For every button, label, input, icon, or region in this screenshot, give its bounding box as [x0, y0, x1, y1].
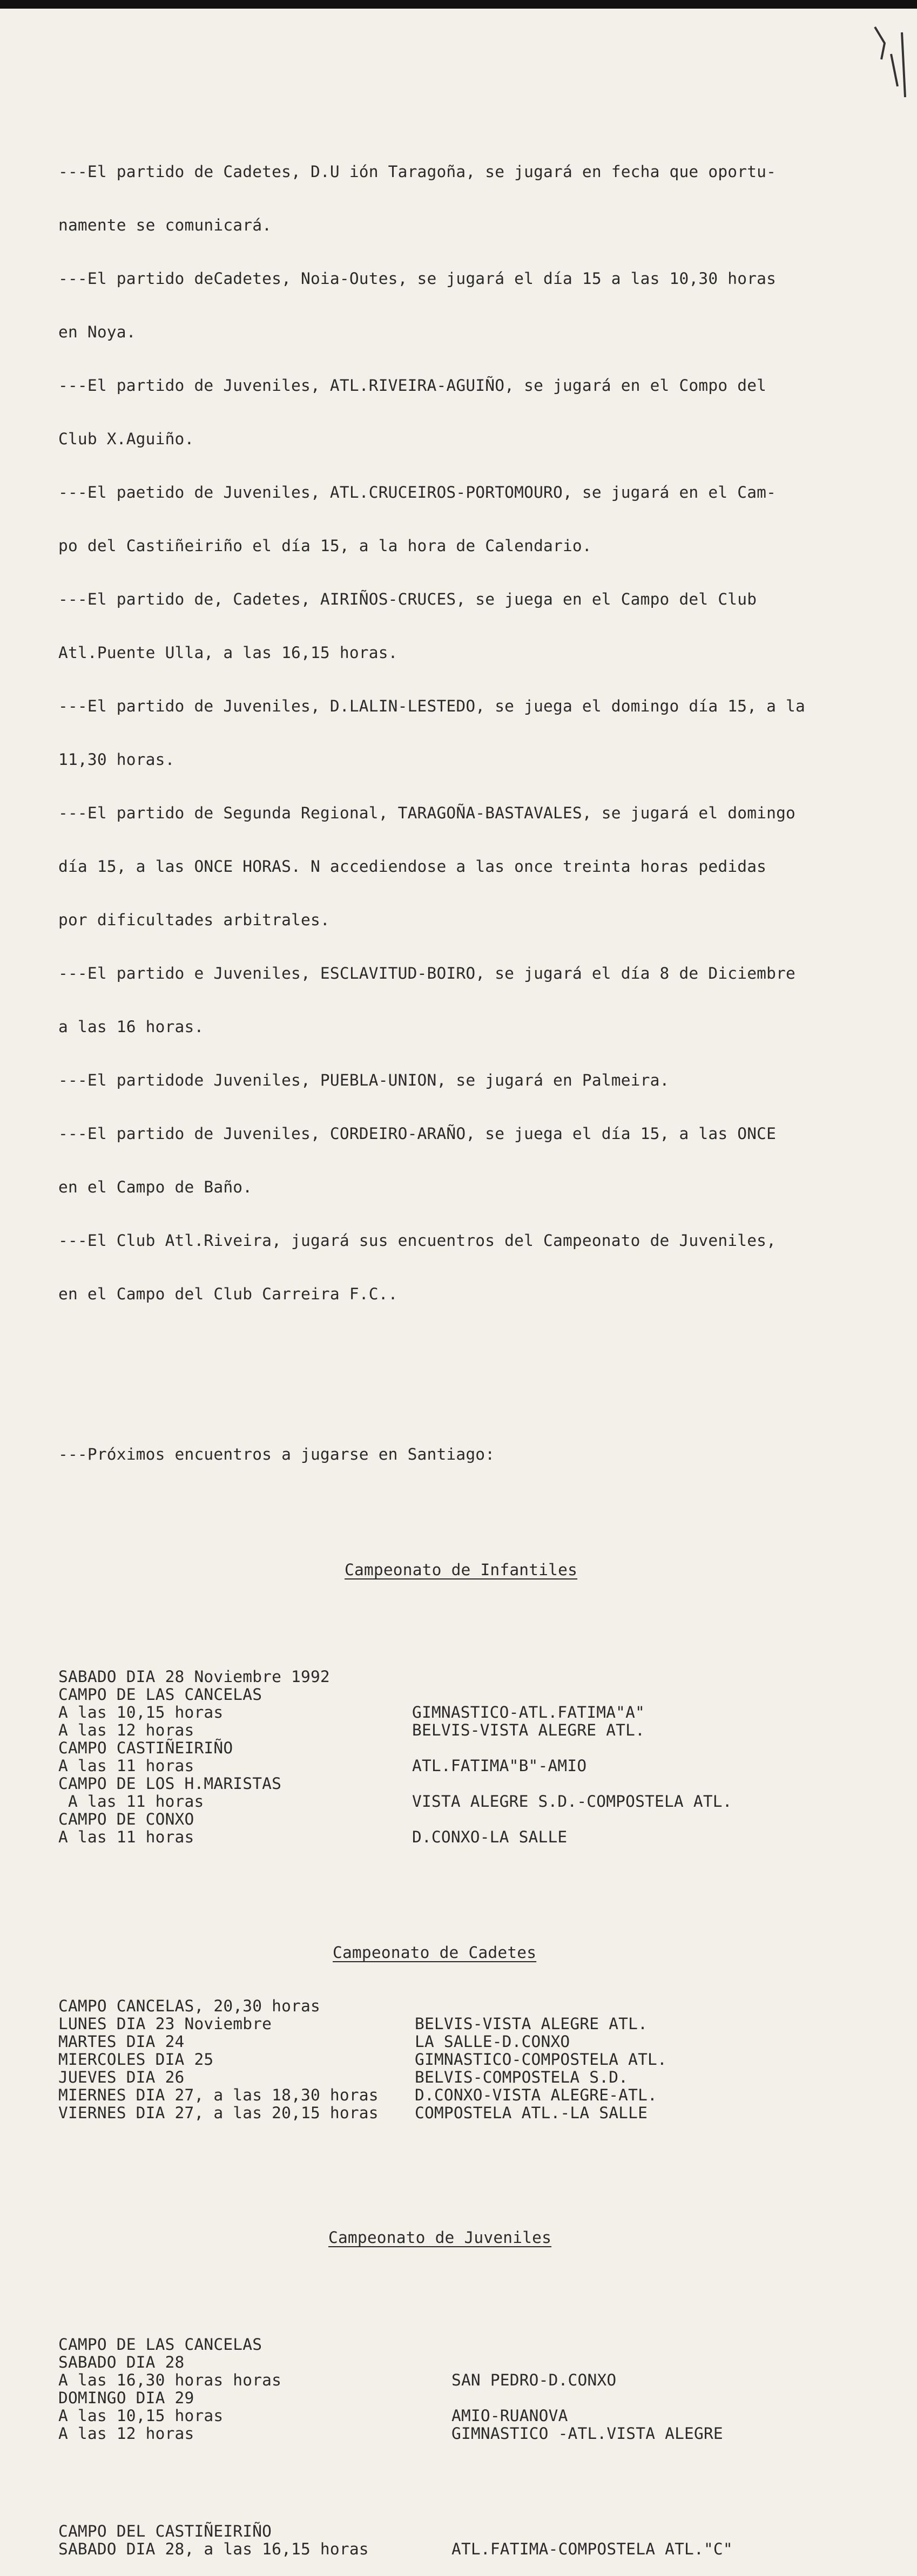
- schedule-time-place: SABADO DIA 28 Noviembre 1992: [58, 1667, 330, 1686]
- schedule-row: [58, 1793, 912, 1811]
- notice-line: namente se comunicará.: [58, 216, 272, 234]
- schedule-match: SAN PEDRO-D.CONXO: [451, 2371, 617, 2389]
- schedule-row: [58, 2523, 912, 2540]
- juveniles-heading: Campeonato de Juveniles: [328, 2228, 552, 2247]
- schedule-time-place: CAMPO CASTIÑEIRIÑO: [58, 1739, 233, 1757]
- schedule-match: GIMNASTICO -ATL.VISTA ALEGRE: [451, 2424, 723, 2443]
- schedule-row: [58, 2389, 912, 2407]
- scan-top-edge: [0, 0, 917, 9]
- schedule-row: [58, 1997, 912, 2015]
- notice-line: en el Campo del Club Carreira F.C..: [58, 1285, 398, 1303]
- schedule-match: D.CONXO-VISTA ALEGRE-ATL.: [415, 2086, 658, 2104]
- schedule-match: COMPOSTELA ATL.-LA SALLE: [415, 2104, 648, 2122]
- notice-line: ---El partido de Juveniles, D.LALIN-LESTEDO, se juega el domingo día 15, a la: [58, 697, 805, 715]
- typed-document: [58, 92, 912, 2576]
- schedule-row: [58, 1704, 912, 1721]
- schedule-row: [58, 2371, 912, 2389]
- upcoming-intro: ---Próximos encuentros a jugarse en Santiago:: [58, 1445, 495, 1463]
- schedule-row: [58, 2069, 912, 2086]
- notice-line: Atl.Puente Ulla, a las 16,15 horas.: [58, 643, 398, 662]
- schedule-time-place: A las 11 horas: [58, 1792, 204, 1811]
- schedule-time-place: CAMPO DE LAS CANCELAS: [58, 1685, 262, 1704]
- schedule-match: GIMNASTICO-ATL.FATIMA"A": [412, 1703, 645, 1721]
- schedule-time-place: VIERNES DIA 27, a las 20,15 horas: [58, 2104, 379, 2122]
- infantiles-schedule: [58, 1668, 912, 1846]
- schedule-time-place: A las 11 horas: [58, 1757, 194, 1775]
- schedule-row: [58, 2540, 912, 2558]
- schedule-time-place: A las 16,30 horas horas: [58, 2371, 282, 2389]
- notice-line: ---El partido de, Cadetes, AIRIÑOS-CRUCES, se juega en el Campo del Club: [58, 590, 757, 608]
- notice-line: ---El partido de Juveniles, CORDEIRO-ARAÑO, se juega el día 15, a las ONCE: [58, 1124, 777, 1143]
- schedule-time-place: JUEVES DIA 26: [58, 2068, 185, 2086]
- schedule-row: [58, 1739, 912, 1757]
- schedule-time-place: MARTES DIA 24: [58, 2032, 185, 2051]
- schedule-match: BELVIS-VISTA ALEGRE ATL.: [412, 1721, 645, 1739]
- schedule-match: ATL.FATIMA"B"-AMIO: [412, 1757, 587, 1775]
- schedule-row: [58, 2033, 912, 2051]
- notice-line: ---El Club Atl.Riveira, jugará sus encuentros del Campeonato de Juveniles,: [58, 1231, 777, 1250]
- schedule-row: [58, 1757, 912, 1775]
- schedule-time-place: A las 11 horas: [58, 1828, 194, 1846]
- schedule-match: VISTA ALEGRE S.D.-COMPOSTELA ATL.: [412, 1792, 732, 1811]
- schedule-time-place: A las 12 horas: [58, 2424, 194, 2443]
- schedule-match: LA SALLE-D.CONXO: [415, 2032, 570, 2051]
- notice-line: Club X.Aguiño.: [58, 430, 194, 448]
- notice-line: ---El paetido de Juveniles, ATL.CRUCEIROS-PORTOMOURO, se jugará en el Cam-: [58, 483, 777, 501]
- schedule-time-place: CAMPO DEL CASTIÑEIRIÑO: [58, 2522, 272, 2540]
- schedule-time-place: CAMPO CANCELAS, 20,30 horas: [58, 1997, 320, 2015]
- schedule-time-place: A las 10,15 horas: [58, 1703, 224, 1721]
- schedule-time-place: CAMPO DE LOS H.MARISTAS: [58, 1774, 282, 1793]
- schedule-time-place: A las 10,15 horas: [58, 2406, 224, 2425]
- schedule-time-place: CAMPO DE CONXO: [58, 1810, 194, 1828]
- schedule-row: [58, 1811, 912, 1828]
- schedule-time-place: SABADO DIA 28, a las 16,15 horas: [58, 2540, 369, 2558]
- schedule-row: [58, 2336, 912, 2354]
- schedule-row: [58, 2051, 912, 2069]
- schedule-time-place: MIERCOLES DIA 25: [58, 2050, 214, 2069]
- schedule-match: BELVIS-COMPOSTELA S.D.: [415, 2068, 629, 2086]
- schedule-row: [58, 2407, 912, 2425]
- schedule-row: [58, 2086, 912, 2104]
- notice-line: día 15, a las ONCE HORAS. N accediendose a las once treinta horas pedidas: [58, 857, 767, 876]
- cadetes-schedule: [58, 1997, 912, 2122]
- schedule-match: ATL.FATIMA-COMPOSTELA ATL."C": [451, 2540, 733, 2558]
- schedule-row: [58, 2015, 912, 2033]
- notice-line: 11,30 horas.: [58, 750, 175, 769]
- schedule-row: [58, 1775, 912, 1793]
- notice-line: ---El partido de Segunda Regional, TARAGOÑA-BASTAVALES, se jugará el domingo: [58, 804, 795, 822]
- schedule-match: BELVIS-VISTA ALEGRE ATL.: [415, 2015, 648, 2033]
- notice-line: por dificultades arbitrales.: [58, 911, 330, 929]
- schedule-row: [58, 2354, 912, 2371]
- notice-line: ---El partido de Cadetes, D.U ión Taragoña, se jugará en fecha que oportu-: [58, 162, 777, 181]
- schedule-row: [58, 1686, 912, 1704]
- schedule-match: AMIO-RUANOVA: [451, 2406, 568, 2425]
- scan-corner-mark: [869, 22, 907, 103]
- notice-line: ---El partido deCadetes, Noia-Outes, se jugará el día 15 a las 10,30 horas: [58, 269, 777, 288]
- notice-line: en Noya.: [58, 323, 136, 341]
- schedule-row: [58, 1668, 912, 1686]
- schedule-time-place: LUNES DIA 23 Noviembre: [58, 2015, 272, 2033]
- juveniles-schedule-castineirino: [58, 2523, 912, 2558]
- schedule-time-place: MIERNES DIA 27, a las 18,30 horas: [58, 2086, 379, 2104]
- schedule-match: GIMNASTICO-COMPOSTELA ATL.: [415, 2050, 667, 2069]
- notices-section: [58, 127, 912, 1339]
- notice-line: a las 16 horas.: [58, 1018, 204, 1036]
- schedule-row: [58, 1828, 912, 1846]
- schedule-row: [58, 1721, 912, 1739]
- cadetes-heading: Campeonato de Cadetes: [333, 1943, 537, 1962]
- schedule-time-place: CAMPO DE LAS CANCELAS: [58, 2335, 262, 2354]
- schedule-time-place: SABADO DIA 28: [58, 2353, 185, 2371]
- schedule-row: [58, 2425, 912, 2443]
- notice-line: ---El partido de Juveniles, ATL.RIVEIRA-AGUIÑO, se jugará en el Compo del: [58, 376, 767, 395]
- schedule-time-place: DOMINGO DIA 29: [58, 2389, 194, 2407]
- notice-line: ---El partidode Juveniles, PUEBLA-UNION, se jugará en Palmeira.: [58, 1071, 670, 1089]
- notice-line: ---El partido e Juveniles, ESCLAVITUD-BOIRO, se jugará el día 8 de Diciembre: [58, 964, 795, 982]
- notice-line: po del Castiñeiriño el día 15, a la hora de Calendario.: [58, 537, 592, 555]
- schedule-row: [58, 2104, 912, 2122]
- schedule-match: D.CONXO-LA SALLE: [412, 1828, 568, 1846]
- infantiles-heading: Campeonato de Infantiles: [345, 1561, 578, 1579]
- juveniles-schedule: [58, 2336, 912, 2443]
- schedule-time-place: A las 12 horas: [58, 1721, 194, 1739]
- notice-line: en el Campo de Baño.: [58, 1178, 253, 1196]
